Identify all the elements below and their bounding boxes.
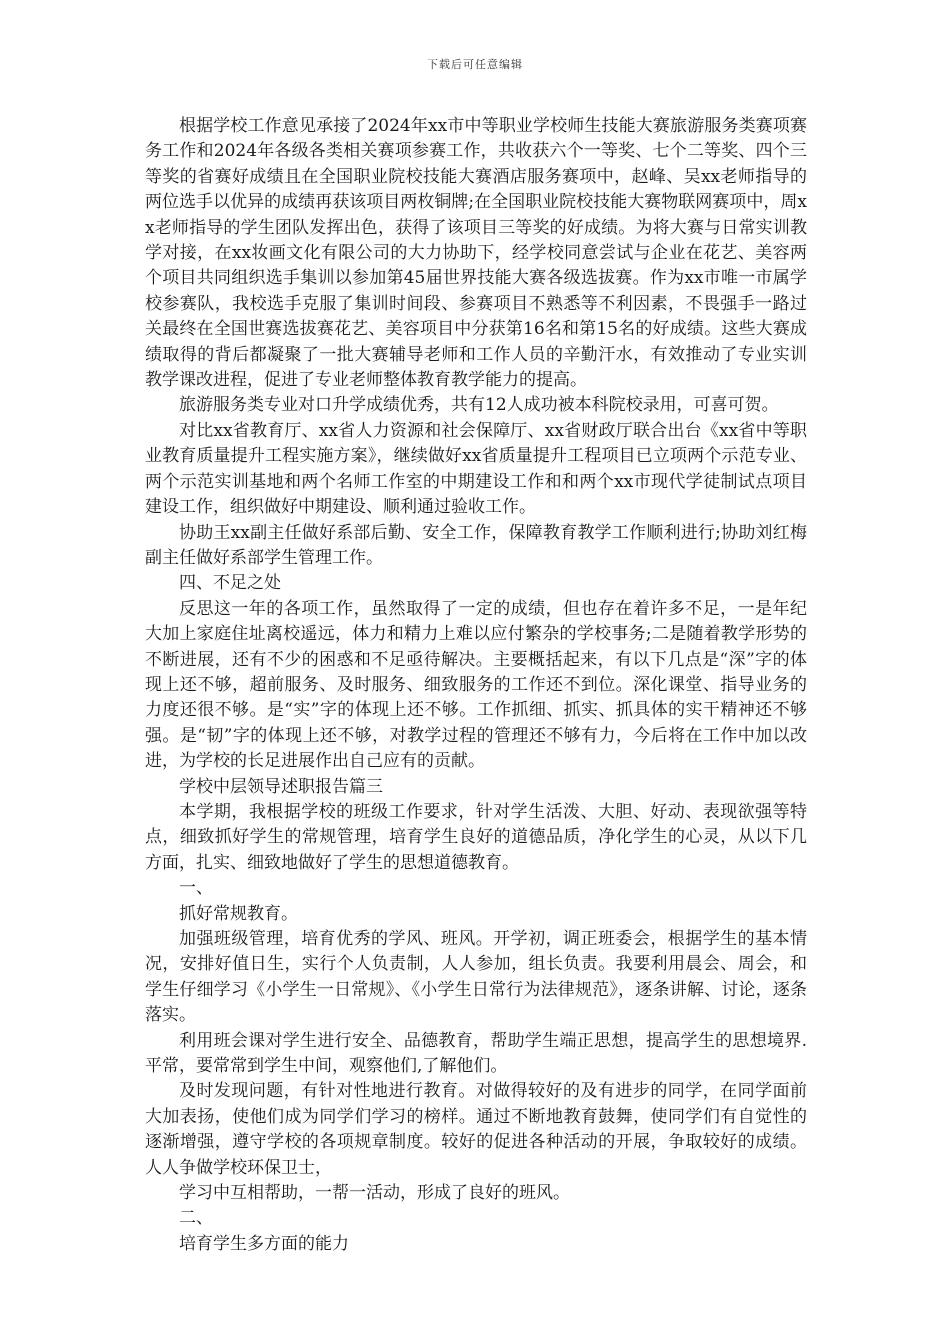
paragraph-reflection: 反思这一年的各项工作，虽然取得了一定的成绩，但也存在着许多不足，一是年纪大加上家庭住址离校遥远，体力和精力上难以应付繁杂的学校事务;二是随着教学形势的不断进展，还有不少的困惑和不足亟待解决。主要概括起来，有以下几点是“深”字的体现上还不够，超前服务、及时服务、细致服务的工作还不到位。深化课堂、指导业务的力度还很不够。是“实”字的体现上还不够。工作抓细、抓实、抓具体的实干精神还不够强。是“韧”字的体现上还不够，对教学过程的管理还不够有力，今后将在工作中加以改进，为学校的长足进展作出自己应有的贡献。 xyxy=(145,598,807,772)
paragraph-assist-work: 协助王xx副主任做好系部后勤、安全工作，保障教育教学工作顺利进行;协助刘红梅副主任做好系部学生管理工作。 xyxy=(145,522,807,568)
paragraph-admission-results: 旅游服务类专业对口升学成绩优秀，共有12人成功被本科院校录用，可喜可贺。 xyxy=(179,395,779,416)
paragraph-class-meeting: 利用班会课对学生进行安全、品德教育，帮助学生端正思想，提高学生的思想境界.平常，要常常到学生中间，观察他们,了解他们。 xyxy=(145,1030,807,1077)
document-body xyxy=(145,114,807,1257)
subheading-student-abilities: 培育学生多方面的能力 xyxy=(179,1233,349,1254)
paragraph-timely-education: 及时发现问题，有针对性地进行教育。对做得较好的及有进步的同学，在同学面前大加表扬，使他们成为同学们学习的榜样。通过不断地教育鼓舞，使同学们有自觉性的逐渐增强，遵守学校的各项规章制度。较好的促进各种活动的开展，争取较好的成绩。人人争做学校环保卫士， xyxy=(145,1081,807,1178)
page-header: 下载后可任意编辑 xyxy=(427,58,523,71)
list-marker-one: 一、 xyxy=(179,878,213,899)
paragraph-mutual-help: 学习中互相帮助，一帮一活动，形成了良好的班风。 xyxy=(179,1183,570,1204)
subheading-routine-education: 抓好常规教育。 xyxy=(179,903,298,924)
paragraph-class-management: 加强班级管理，培育优秀的学风、班风。开学初，调正班委会，根据学生的基本情况，安排好值日生，实行个人负责制，人人参加，组长负责。我要利用晨会、周会，和学生仔细学习《小学生一日常规》、《小学生日常行为法律规范》，逐条讲解、讨论，逐条落实。 xyxy=(145,929,807,1026)
report-title-part-three: 学校中层领导述职报告篇三 xyxy=(179,776,383,797)
paragraph-quality-project: 对比xx省教育厅、xx省人力资源和社会保障厅、xx省财政厅联合出台《xx省中等职业教育质量提升工程实施方案》，继续做好xx省质量提升工程项目已立项两个示范专业、两个示范实训基地和两个名师工作室的中期建设工作和和两个xx市现代学徒制试点项目建设工作，组织做好中期建设、顺利通过验收工作。 xyxy=(145,420,807,518)
paragraph-semester-intro: 本学期，我根据学校的班级工作要求，针对学生活泼、大胆、好动、表现欲强等特点，细致抓好学生的常规管理，培育学生良好的道德品质，净化学生的心灵，从以下几方面，扎实、细致地做好了学生的思想道德教育。 xyxy=(145,801,807,873)
list-marker-two: 二、 xyxy=(179,1208,213,1229)
paragraph-competition-results: 根据学校工作意见承接了2024年xx市中等职业学校师生技能大赛旅游服务类赛项赛务工作和2024年各级各类相关赛项参赛工作，共收获六个一等奖、七个二等奖、四个三等奖的省赛好成绩且在全国职业院校技能大赛酒店服务赛项中，赵峰、吴xx老师指导的两位选手以优异的成绩再获该项目两枚铜牌;在全国职业院校技能大赛物联网赛项中，周xx老师指导的学生团队发挥出色，获得了该项目三等奖的好成绩。为将大赛与日常实训教学对接，在xx妆画文化有限公司的大力协助下，经学校同意尝试与企业在花艺、美容两个项目共同组织选手集训以参加第45届世界技能大赛各级选拔赛。作为xx市唯一市属学校参赛队，我校选手克服了集训时间段、参赛项目不熟悉等不利因素，不畏强手一路过关最终在全国世赛选拔赛花艺、美容项目中分获第16名和第15名的好成绩。这些大赛成绩取得的背后都凝聚了一批大赛辅导老师和工作人员的辛勤汗水，有效推动了专业实训教学课改进程，促进了专业老师整体教育教学能力的提高。 xyxy=(145,116,807,391)
section-heading-shortcomings: 四、不足之处 xyxy=(179,573,281,594)
